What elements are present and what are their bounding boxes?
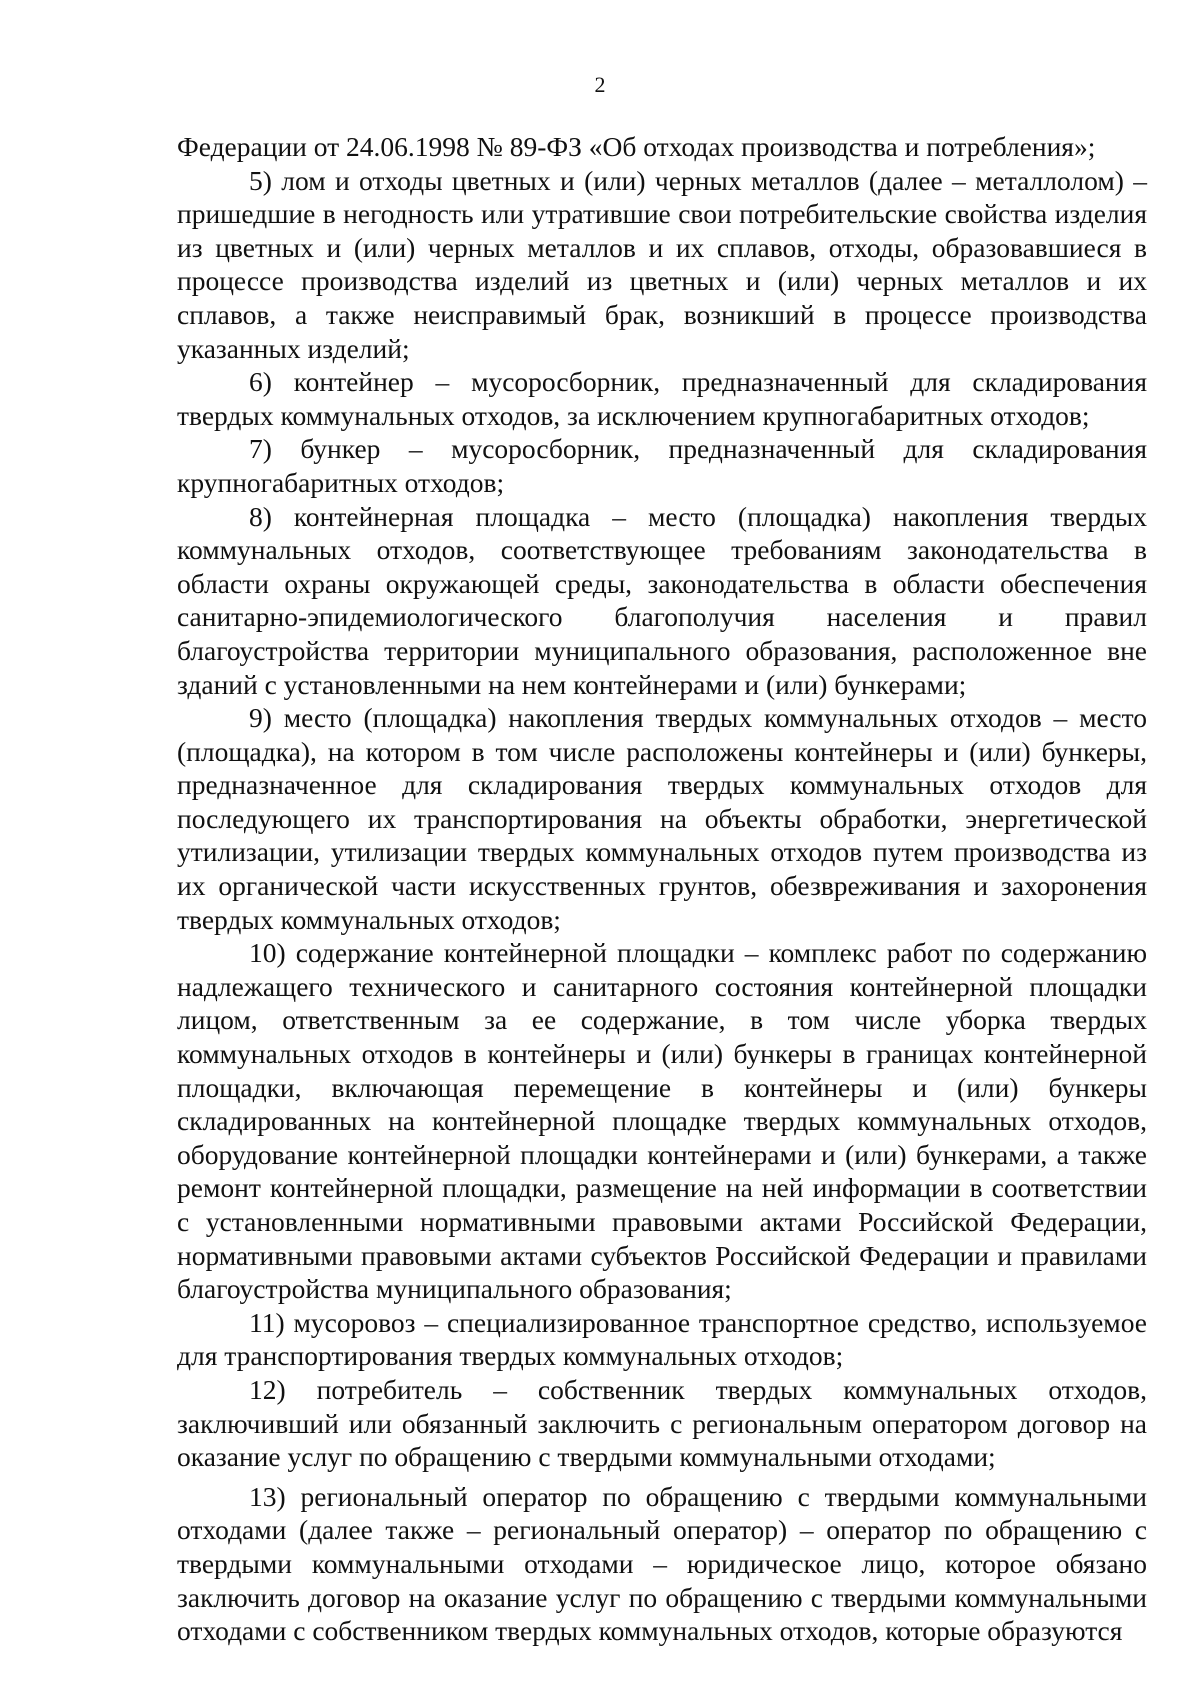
paragraph-item-7: 7) бункер – мусоросборник, предназначенный для складирования крупногабаритных отходов;	[177, 433, 1147, 498]
paragraph-continuation: Федерации от 24.06.1998 № 89-ФЗ «Об отходах производства и потребления»;	[177, 131, 1096, 162]
paragraph-item-12: 12) потребитель – собственник твердых коммунальных отходов, заключивший или обязанный заключить с региональным оператором договор на оказание услуг по обращению с твердыми коммунальными отходами;	[177, 1373, 1147, 1473]
paragraph-item-11: 11) мусоровоз – специализированное транспортное средство, используемое для транспортирования твердых коммунальных отходов;	[177, 1306, 1147, 1372]
paragraph-item-6: 6) контейнер – мусоросборник, предназначенный для складирования твердых коммунальных отходов, за исключением крупногабаритных отходов;	[177, 366, 1147, 431]
paragraph-item-8: 8) контейнерная площадка – место (площадка) накопления твердых коммунальных отходов, соответствующее требованиям законодательства в области охраны окружающей среды, законодательства в области обеспечения санитарно-эпидемиологического благополучия населения и правил благоустройства территории муниципального образования, расположенное вне зданий с установленными на нем контейнерами и (или) бункерами;	[177, 500, 1147, 700]
page-number: 2	[594, 72, 606, 97]
paragraph-item-13: 13) региональный оператор по обращению с твердыми коммунальными отходами (далее также – региональный оператор) – оператор по обращению с твердыми коммунальными отходами – юридическое лицо, которое обязано заключить договор на оказание услуг по обращению с твердыми коммунальными отходами с собственником твердых коммунальных отходов, которые образуются	[177, 1480, 1147, 1647]
paragraph-item-10: 10) содержание контейнерной площадки – комплекс работ по содержанию надлежащего технического и санитарного состояния контейнерной площадки лицом, ответственным за ее содержание, в том числе уборка твердых коммунальных отходов в контейнеры и (или) бункеры в границах контейнерной площадки, включающая перемещение в контейнеры и (или) бункеры складированных на контейнерной площадке твердых коммунальных отходов, оборудование контейнерной площадки контейнерами и (или) бункерами, а также ремонт контейнерной площадки, размещение на ней информации в соответствии с установленными нормативными правовыми актами Российской Федерации, нормативными правовыми актами субъектов Российской Федерации и правилами благоустройства муниципального образования;	[177, 937, 1147, 1305]
paragraph-item-9: 9) место (площадка) накопления твердых коммунальных отходов – место (площадка), на котором в том числе расположены контейнеры и (или) бункеры, предназначенное для складирования твердых коммунальных отходов для последующего их транспортирования на объекты обработки, энергетической утилизации, утилизации твердых коммунальных отходов путем производства из их органической части искусственных грунтов, обезвреживания и захоронения твердых коммунальных отходов;	[177, 702, 1147, 935]
document-body	[177, 130, 1147, 1648]
paragraph-item-5: 5) лом и отходы цветных и (или) черных металлов (далее – металлолом) – пришедшие в негодность или утратившие свои потребительские свойства изделия из цветных и (или) черных металлов и их сплавов, отходы, образовавшиеся в процессе производства изделий из цветных и (или) черных металлов и их сплавов, а также неисправимый брак, возникший в процессе производства указанных изделий;	[177, 164, 1147, 364]
